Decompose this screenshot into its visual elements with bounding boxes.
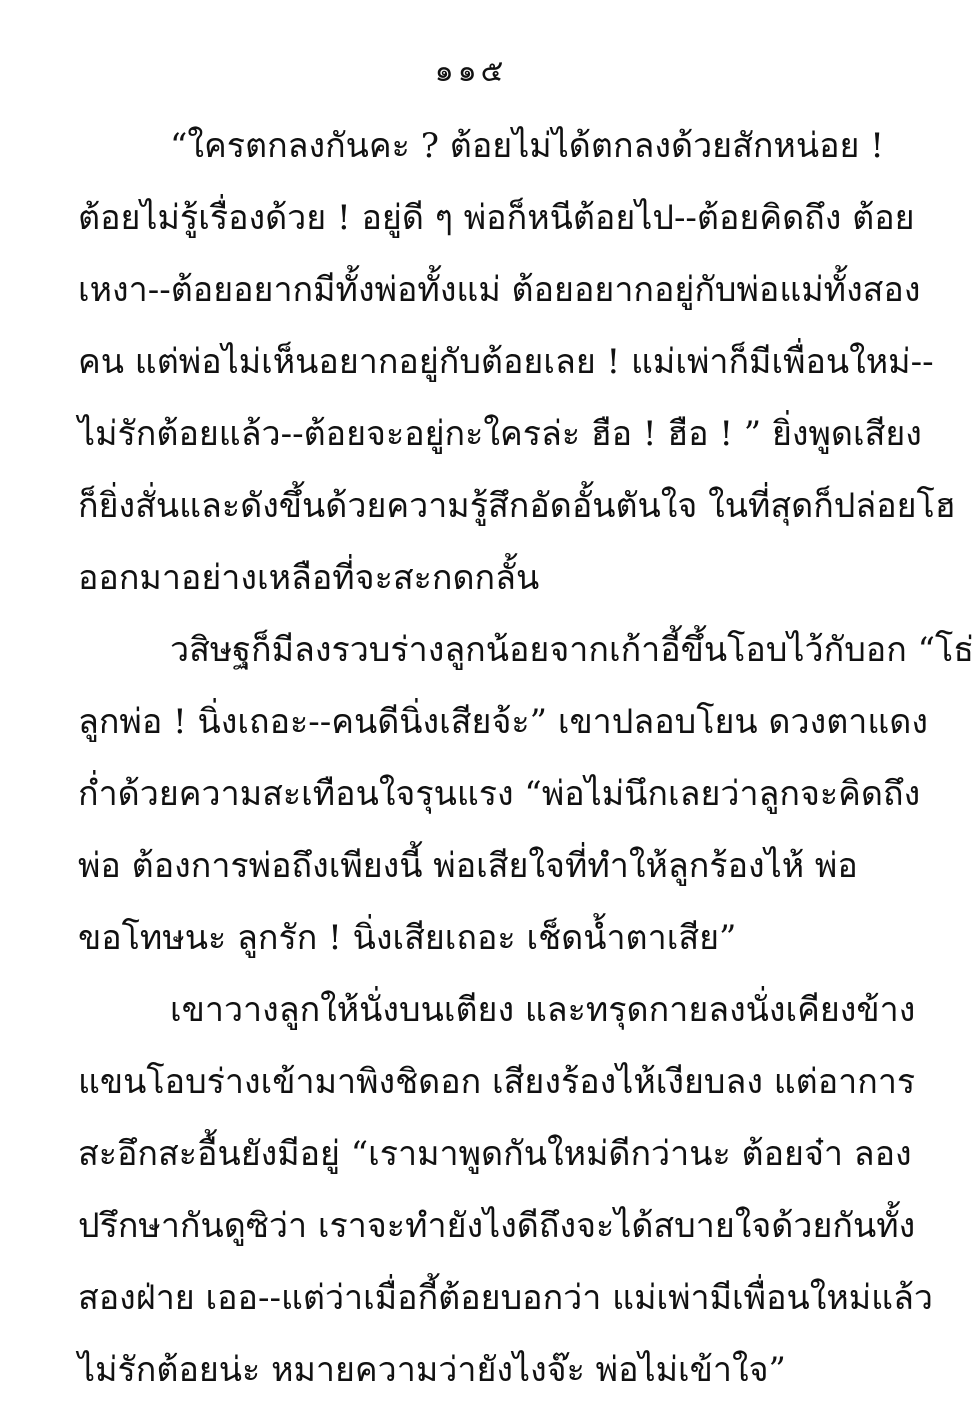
text-line: เขาวางลูกให้นั่งบนเตียง และทรุดกายลงนั่งเคียงข้าง <box>170 990 916 1030</box>
text-line: ออกมาอย่างเหลือที่จะสะกดกลั้น <box>78 558 540 598</box>
text-line: ก่ำด้วยความสะเทือนใจรุนแรง “พ่อไม่นึกเลยว่าลูกจะคิดถึง <box>78 774 921 814</box>
text-line: เหงา--ต้อยอยากมีทั้งพ่อทั้งแม่ ต้อยอยากอยู่กับพ่อแม่ทั้งสอง <box>78 270 921 310</box>
text-line: ไม่รักต้อยน่ะ หมายความว่ายังไงจ๊ะ พ่อไม่เข้าใจ” <box>78 1350 786 1390</box>
text-line: ก็ยิ่งสั่นและดังขึ้นด้วยความรู้สึกอัดอั้นตันใจ ในที่สุดก็ปล่อยโฮ <box>78 486 956 526</box>
body-text <box>78 110 974 1406</box>
text-line: คน แต่พ่อไม่เห็นอยากอยู่กับต้อยเลย ! แม่เพ่าก็มีเพื่อนใหม่-- <box>78 342 934 382</box>
text-line: ต้อยไม่รู้เรื่องด้วย ! อยู่ดี ๆ พ่อก็หนีต้อยไป--ต้อยคิดถึง ต้อย <box>78 198 915 238</box>
text-line: ขอโทษนะ ลูกรัก ! นิ่งเสียเถอะ เช็ดน้ำตาเสีย” <box>78 918 737 958</box>
text-line: สองฝ่าย เออ--แต่ว่าเมื่อกี้ต้อยบอกว่า แม่เพ่ามีเพื่อนใหม่แล้ว <box>78 1278 933 1318</box>
text-line: ลูกพ่อ ! นิ่งเถอะ--คนดีนิ่งเสียจ้ะ” เขาปลอบโยน ดวงตาแดง <box>78 702 928 742</box>
text-line: “ใครตกลงกันคะ ? ต้อยไม่ได้ตกลงด้วยสักหน่อย ! <box>170 126 884 166</box>
text-line: แขนโอบร่างเข้ามาพิงชิดอก เสียงร้องไห้เงียบลง แต่อาการ <box>78 1062 916 1102</box>
text-line: วสิษฐก็มีลงรวบร่างลูกน้อยจากเก้าอี้ขึ้นโอบไว้กับอก “โธ่ <box>170 630 974 670</box>
page-number: ๑๑๕ <box>434 54 508 89</box>
text-line: ปรึกษากันดูซิว่า เราจะทำยังไงดีถึงจะได้สบายใจด้วยกันทั้ง <box>78 1206 916 1246</box>
text-line: พ่อ ต้องการพ่อถึงเพียงนี้ พ่อเสียใจที่ทำให้ลูกร้องไห้ พ่อ <box>78 846 858 886</box>
text-line: สะอึกสะอื้นยังมีอยู่ “เรามาพูดกันใหม่ดีกว่านะ ต้อยจ๋า ลอง <box>78 1134 912 1174</box>
text-line: ไม่รักต้อยแล้ว--ต้อยจะอยู่กะใครล่ะ ฮือ ! ฮือ ! ” ยิ่งพูดเสียง <box>78 414 922 454</box>
